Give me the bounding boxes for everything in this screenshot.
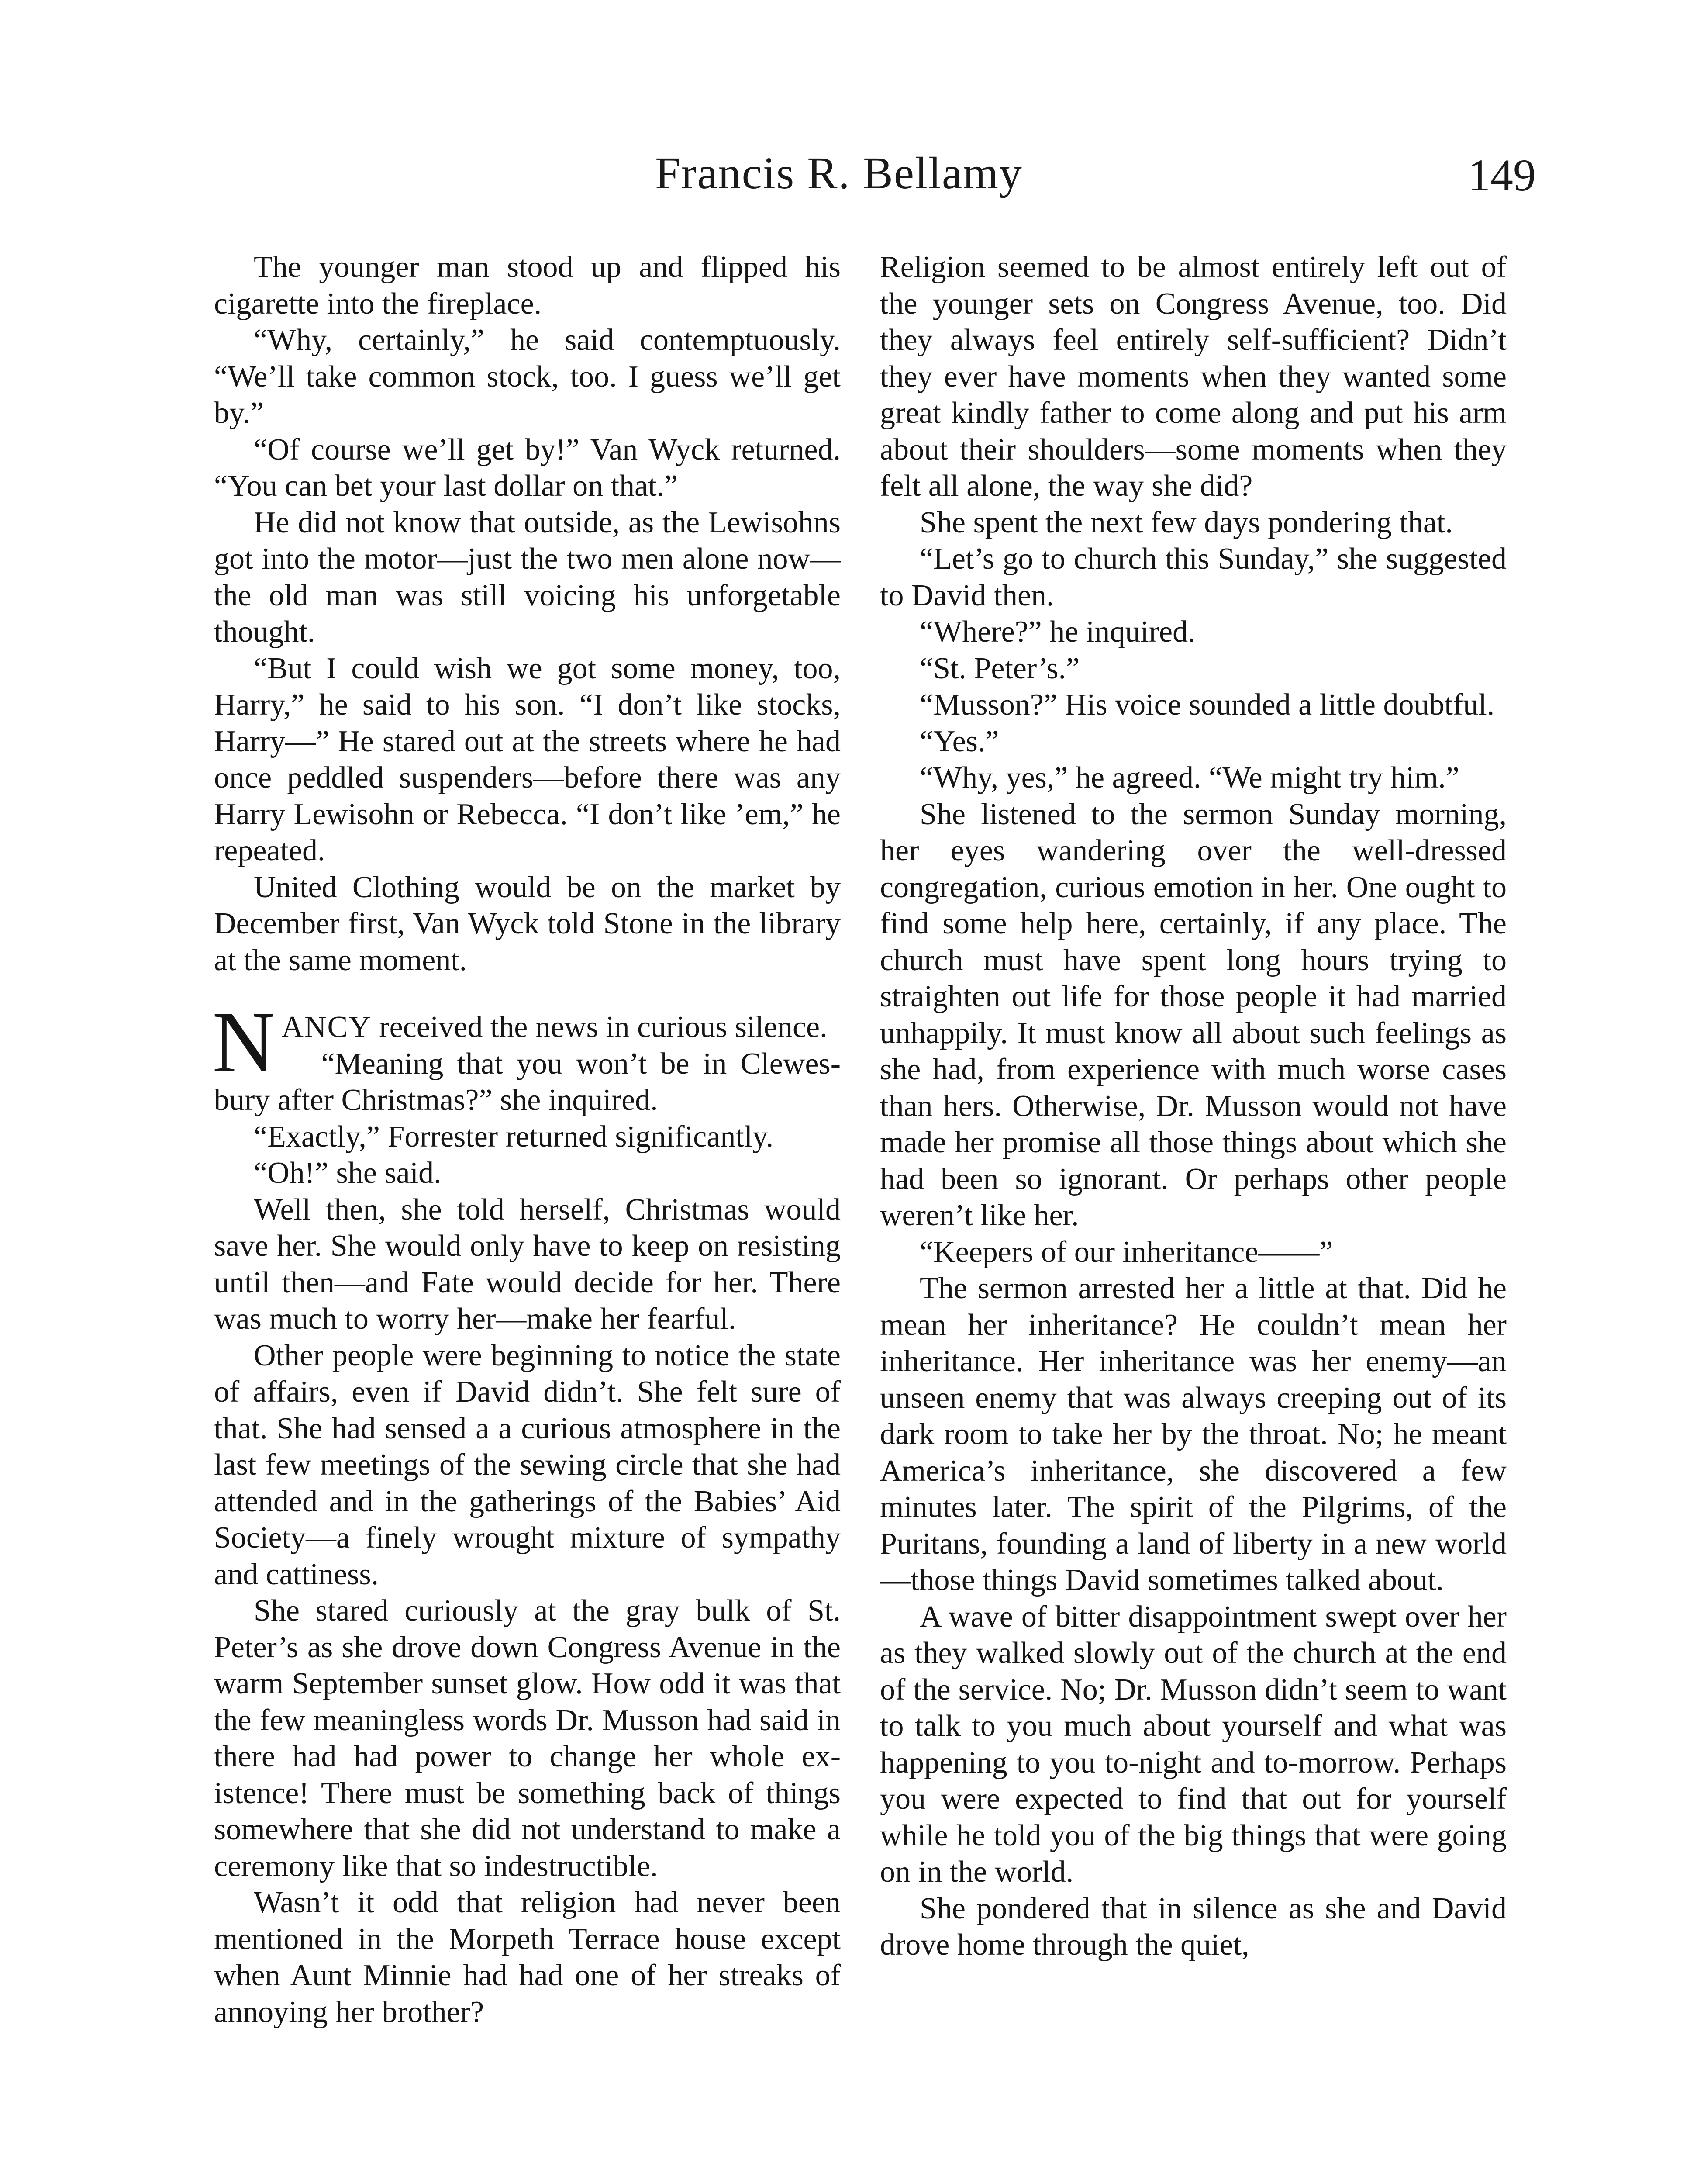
- paragraph: Well then, she told herself, Christmas would save her. She would only have to keep on resisting until then—and Fate would decide for her. There was much to worry her—make her fearful.: [214, 1192, 841, 1336]
- paragraph: “St. Peter’s.”: [920, 651, 1080, 685]
- paragraph: The younger man stood up and flipped his cigarette into the fireplace.: [214, 250, 841, 321]
- paragraph: He did not know that outside, as the Lewisohns got into the motor—just the two men alone now—the old man was still voicing his unforgetable thought.: [214, 505, 841, 649]
- paragraph: Other people were beginning to notice the state of affairs, even if David didn’t. She felt sure of that. She had sensed a a curious atmosphere in the last few meetings of the sewing circle that she had attended and in the gatherings of the Babies’ Aid Society—a finely wrought mixture of sympathy and cattiness.: [214, 1338, 841, 1591]
- paragraph: She pondered that in silence as she and David drove home through the quiet,: [880, 1891, 1507, 1962]
- paragraph: “Why, yes,” he agreed. “We might try him.”: [920, 761, 1459, 795]
- paragraph: “Of course we’ll get by!” Van Wyck returned. “You can bet your last dollar on that.”: [214, 432, 841, 503]
- paragraph: The sermon arrested her a little at that. Did he mean her inheritance? He couldn’t mean her inheritance. Her inheritance was her enemy—an unseen enemy that was always creeping out of its dark room to take her by the throat. No; he meant America’s inheritance, she discovered a few minutes later. The spirit of the Pilgrims, of the Puritans, founding a land of liberty in a new world—those things David sometimes talked about.: [880, 1272, 1507, 1597]
- paragraph-continuation: Religion seemed to be almost entirely left out of the younger sets on Congress Avenue, too. Did they always feel entirely self-sufficient? Didn’t they ever have moments when they wanted some great kindly father to come along and put his arm about their shoulders—some moments when they felt all alone, the way she did?: [880, 250, 1507, 503]
- right-column: [880, 249, 1507, 1963]
- paragraph-text: received the news in curious silence.: [371, 1010, 828, 1044]
- page-number: 149: [1468, 150, 1536, 200]
- paragraph: “Yes.”: [920, 724, 999, 758]
- paragraph: United Clothing would be on the market by December first, Van Wyck told Stone in the library at the same moment.: [214, 870, 841, 977]
- paragraph: “Where?” he inquired.: [920, 615, 1196, 649]
- small-caps-lead: ANCY: [281, 1010, 372, 1044]
- paragraph: She stared curiously at the gray bulk of St. Peter’s as she drove down Congress Avenue in the warm September sunset glow. How odd it was that the few meaningless words Dr. Musson had said in there had had power to change her whole existence! There must be something back of things somewhere that she did not understand to make a ceremony like that so indestructible.: [214, 1594, 841, 1883]
- paragraph: “Meaning that you won’t be in Clewesbury after Christmas?” she inquired.: [214, 1047, 841, 1117]
- paragraph: Wasn’t it odd that religion had never been mentioned in the Morpeth Terrace house except when Aunt Minnie had had one of her streaks of annoying her brother?: [214, 1886, 841, 2029]
- paragraph: A wave of bitter disappointment swept over her as they walked slowly out of the church at the end of the service. No; Dr. Musson didn’t seem to want to talk to you much about yourself and what was happening to you to-night and to-morrow. Perhaps you were expected to find that out for yourself while he told you of the big things that were going on in the world.: [880, 1600, 1507, 1889]
- paragraph: She listened to the sermon Sunday morning, her eyes wandering over the well-dressed congregation, curious emotion in her. One ought to find some help here, certainly, if any place. The church must have spent long hours trying to straighten out life for those people it had married unhappily. It must know all about such feelings as she had, from experience with much worse cases than hers. Otherwise, Dr. Musson would not have made her promise all those things about which she had been so ignorant. Or perhaps other people weren’t like her.: [880, 797, 1507, 1232]
- paragraph: “Keepers of our inheritance——”: [920, 1235, 1333, 1269]
- paragraph: She spent the next few days pondering that.: [920, 505, 1453, 539]
- paragraph: “Musson?” His voice sounded a little doubtful.: [920, 688, 1495, 722]
- paragraph: “Exactly,” Forrester returned significantly.: [254, 1120, 774, 1154]
- paragraph: “Why, certainly,” he said contemptuously. “We’ll take common stock, too. I guess we’ll get by.”: [214, 323, 841, 430]
- drop-cap: N: [212, 994, 276, 1091]
- running-head-author: Francis R. Bellamy: [655, 148, 1023, 198]
- paragraph: “But I could wish we got some money, too, Harry,” he said to his son. “I don’t like stocks, Harry—” He stared out at the streets where he had once peddled suspenders—before there was any Harry Lewisohn or Rebecca. “I don’t like ’em,” he repeated.: [214, 651, 841, 867]
- paragraph: “Oh!” she said.: [254, 1156, 442, 1190]
- paragraph: “Let’s go to church this Sunday,” she suggested to David then.: [880, 542, 1507, 612]
- left-column: [214, 249, 841, 2030]
